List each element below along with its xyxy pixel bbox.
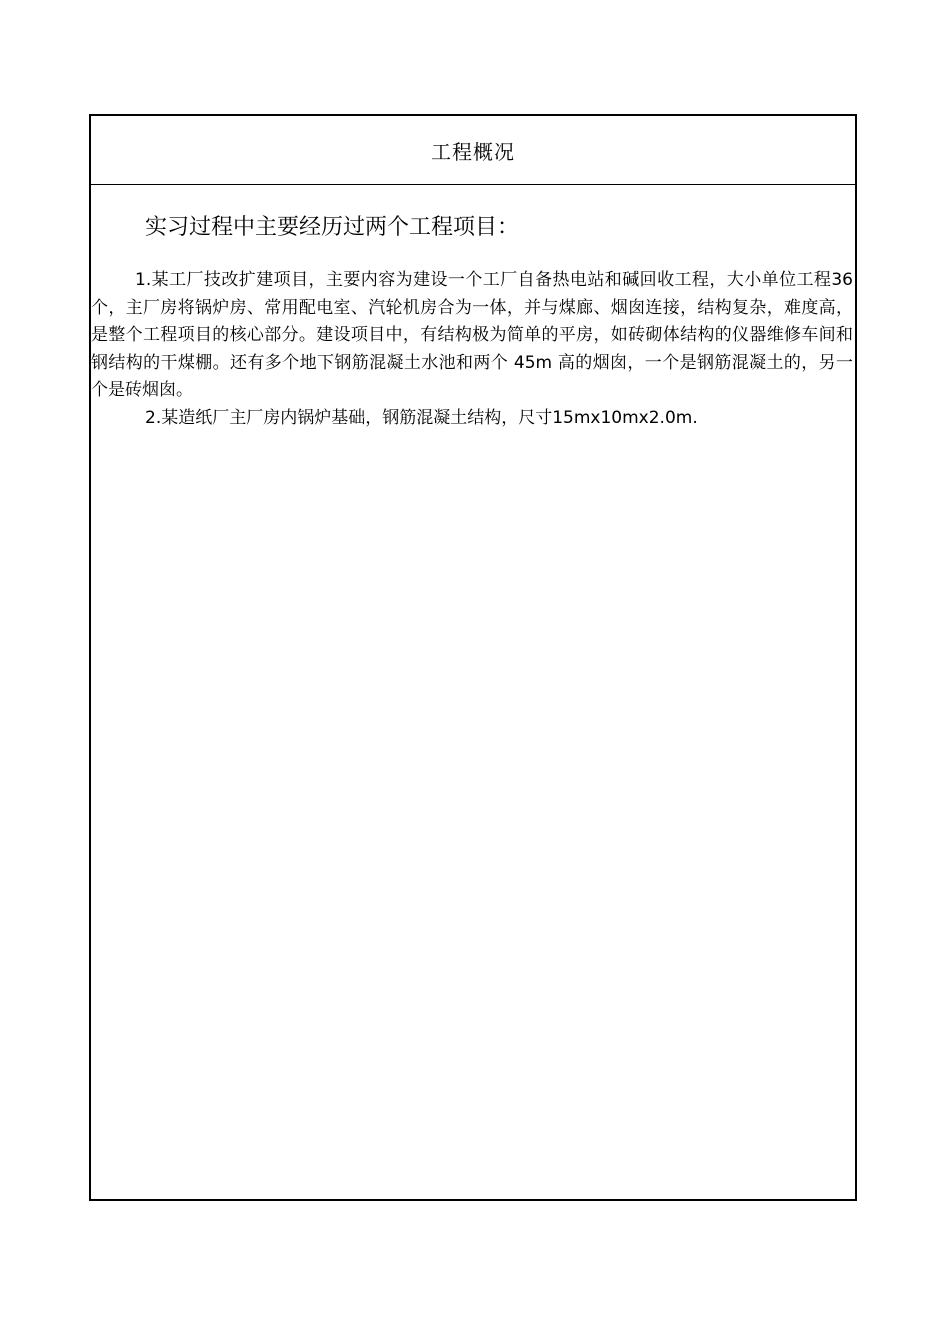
project-item-2: 2.某造纸厂主厂房内锅炉基础，钢筋混凝土结构，尺寸15mx10mx2.0m. [145,407,698,428]
overview-table [89,114,857,1201]
content-cell [91,212,855,433]
section-title: 工程概况 [431,139,515,164]
table-header-cell [91,116,855,185]
intro-text: 实习过程中主要经历过两个工程项目： [145,215,520,240]
project-item-1: 1.某工厂技改扩建项目，主要内容为建设一个工厂自备热电站和碱回收工程，大小单位工程36个，主厂房将锅炉房、常用配电室、汽轮机房合为一体，并与煤廊、烟囱连接，结构复杂，难度高，是整个工程项目的核心部分。建设项目中，有结构极为简单的平房，如砖砌体结构的仪器维修车间和钢结构的干煤棚。还有多个地下钢筋混凝土水池和两个 45m 高的烟囱，一个是钢筋混凝土的，另一个是砖烟囱。 [91,270,853,401]
